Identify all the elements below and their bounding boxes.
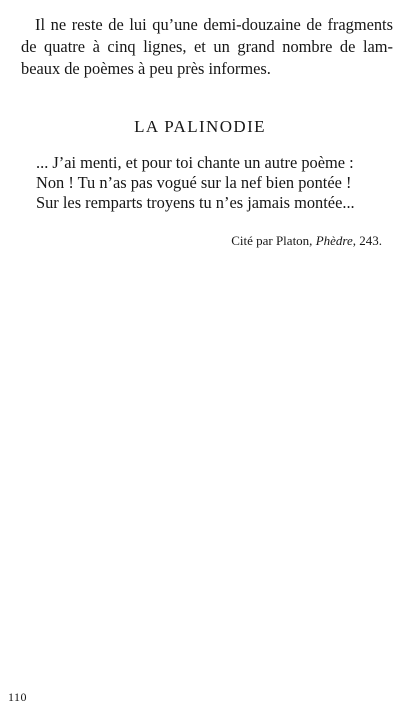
citation-reference: , 243. <box>352 233 382 248</box>
page-number: 110 <box>8 690 28 704</box>
citation <box>231 232 382 250</box>
citation-prefix: Cité par Platon, <box>231 233 313 248</box>
poem-line-2: Non ! Tu n’as pas vogué sur la nef bien pontée ! <box>36 173 352 192</box>
citation-work: Phèdre <box>315 233 353 248</box>
section-title: LA PALINODIE <box>134 117 266 136</box>
poem-line-3: Sur les remparts troyens tu n’es jamais montée... <box>36 193 355 212</box>
intro-line-1: Il ne reste de lui qu’une demi-douzaine de fragments <box>35 15 393 34</box>
intro-line-2: de quatre à cinq lignes, et un grand nombre de lam- <box>21 37 393 56</box>
intro-line-3: beaux de poèmes à peu près informes. <box>21 59 271 78</box>
poem-line-1: ... J’ai menti, et pour toi chante un autre poème : <box>36 153 354 172</box>
poem-stanza <box>36 153 396 213</box>
intro-paragraph <box>21 14 393 80</box>
